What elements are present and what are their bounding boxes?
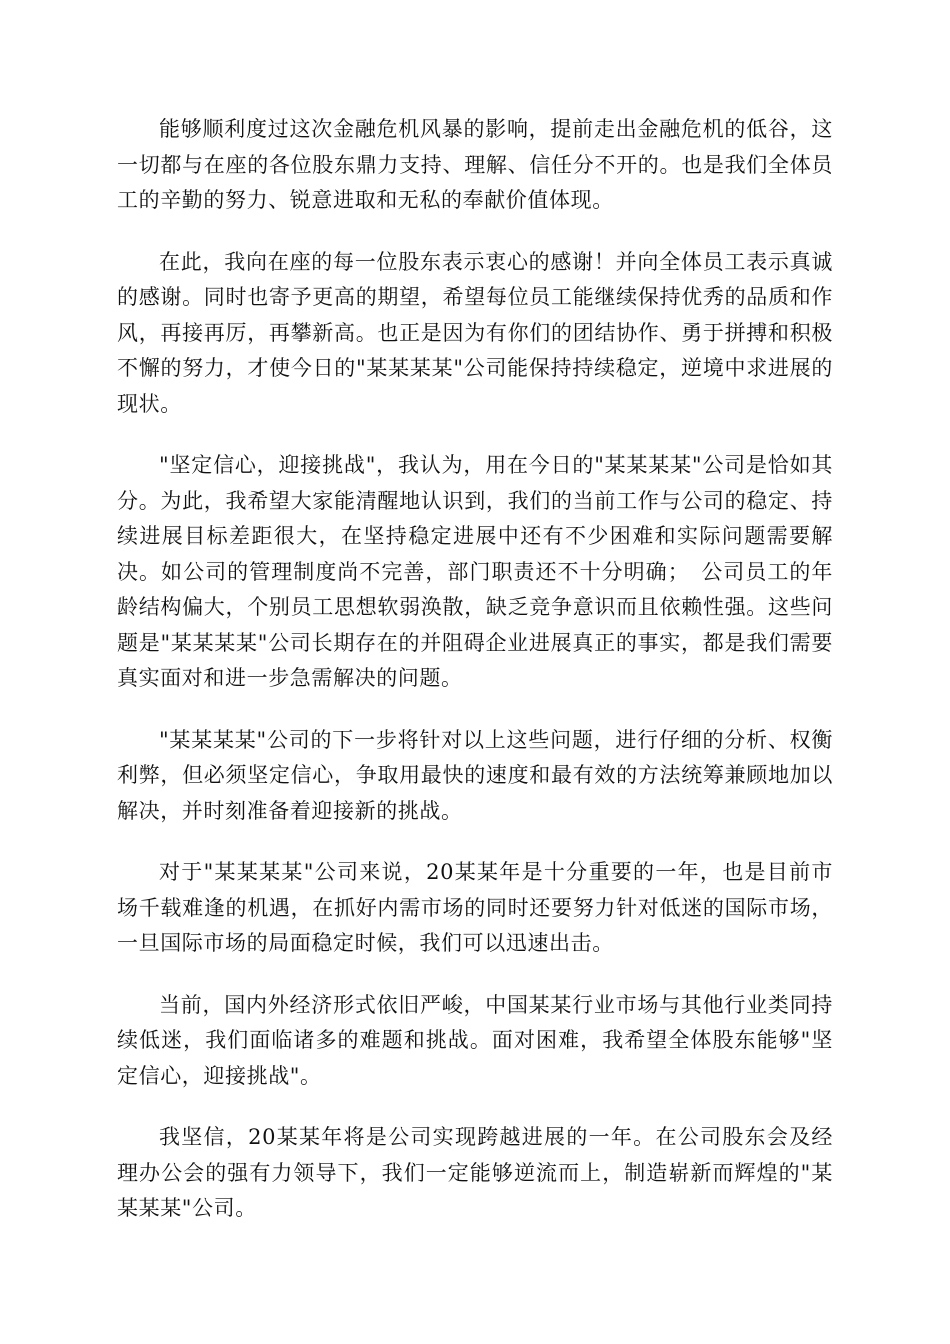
paragraph-6: 当前，国内外经济形式依旧严峻，中国某某行业市场与其他行业类同持续低迷，我们面临诸多的难题和挑战。面对困难，我希望全体股东能够"坚定信心，迎接挑战"。 — [117, 992, 833, 1088]
paragraph-2: 在此，我向在座的每一位股东表示衷心的感谢！并向全体员工表示真诚的感谢。同时也寄予更高的期望，希望每位员工能继续保持优秀的品质和作风，再接再厉，再攀新高。也正是因为有你们的团结协作、勇于拼搏和积极不懈的努力，才使今日的"某某某某"公司能保持持续稳定，逆境中求进展的现状。 — [117, 249, 833, 416]
paragraph-7: 我坚信，20某某年将是公司实现跨越进展的一年。在公司股东会及经理办公会的强有力领导下，我们一定能够逆流而上，制造崭新而辉煌的"某某某某"公司。 — [117, 1125, 833, 1220]
paragraph-5: 对于"某某某某"公司来说，20某某年是十分重要的一年，也是目前市场千载难逢的机遇，在抓好内需市场的同时还要努力针对低迷的国际市场，一旦国际市场的局面稳定时候，我们可以迅速出击。 — [117, 860, 833, 955]
paragraph-1: 能够顺利度过这次金融危机风暴的影响，提前走出金融危机的低谷，这一切都与在座的各位股东鼎力支持、理解、信任分不开的。也是我们全体员工的辛勤的努力、锐意进取和无私的奉献价值体现。 — [117, 117, 833, 212]
paragraph-3: "坚定信心，迎接挑战"，我认为，用在今日的"某某某某"公司是恰如其分。为此，我希望大家能清醒地认识到，我们的当前工作与公司的稳定、持续进展目标差距很大，在坚持稳定进展中还有不少困难和实际问题需要解决。如公司的管理制度尚不完善，部门职责还不十分明确； 公司员工的年龄结构偏大，个别员工思想软弱涣散，缺乏竞争意识而且依赖性强。这些问题是"某某某某"公司长期存在的并阻碍企业进展真正的事实，都是我们需要真实面对和进一步急需解决的问题。 — [117, 453, 833, 690]
document-body — [117, 112, 833, 1253]
paragraph-4: "某某某某"公司的下一步将针对以上这些问题，进行仔细的分析、权衡利弊，但必须坚定信心，争取用最快的速度和最有效的方法统筹兼顾地加以解决，并时刻准备着迎接新的挑战。 — [117, 727, 833, 823]
